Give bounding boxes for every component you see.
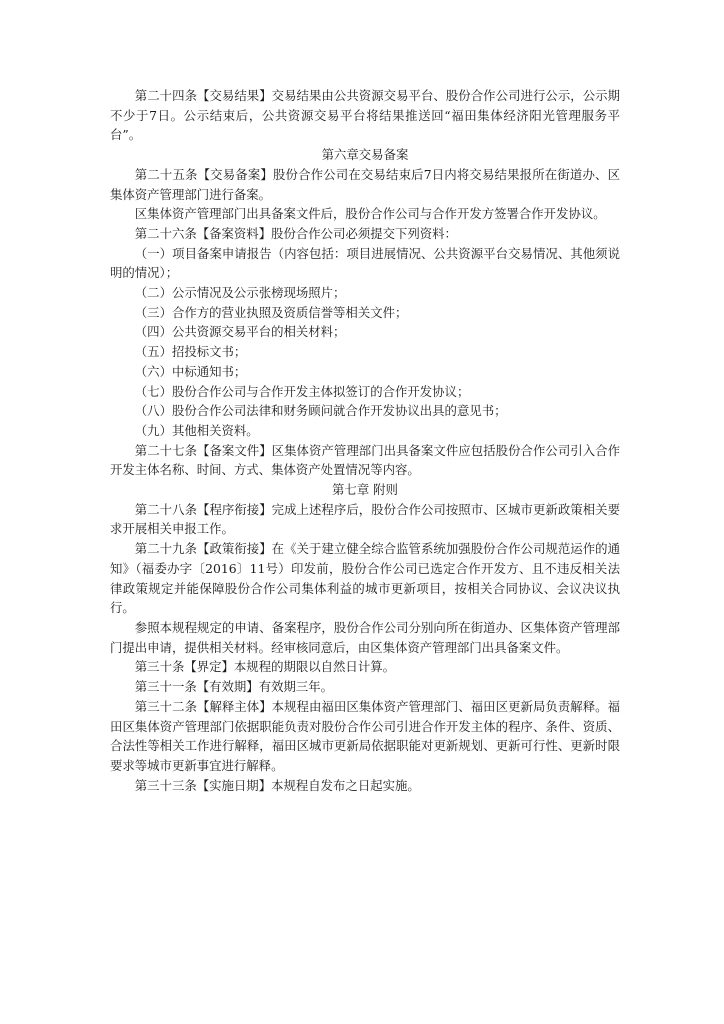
article-33: 第三十三条【实施日期】本规程自发布之日起实施。 <box>134 777 420 793</box>
article-30: 第三十条【界定】本规程的期限以自然日计算。 <box>134 659 395 675</box>
list-item: （四）公共资源交易平台的相关材料； <box>134 324 346 340</box>
list-item: （五）招投标文书； <box>134 344 247 360</box>
list-item: （八）股份合作公司法律和财务顾问就合作开发协议出具的意见书； <box>134 403 507 419</box>
list-item: （三）合作方的营业执照及资质信誉等相关文件； <box>134 304 408 320</box>
chapter-7-heading: 第七章 附则 <box>332 482 398 498</box>
article-29: 第二十九条【政策衔接】在《关于建立健全综合监管系统加强股份合作公司规范运作的通知》（福委办字〔2016〕11号）印发前，股份合作公司已选定合作开发方、且不违反相关法律政策规定并能保障股份合作公司集体利益的城市更新项目，按相关合同协议、会议决议执行。 <box>110 541 620 616</box>
article-25: 第二十五条【交易备案】股份合作公司在交易结束后7日内将交易结果报所在街道办、区集体资产管理部门进行备案。 <box>110 166 620 202</box>
article-28: 第二十八条【程序衔接】完成上述程序后，股份合作公司按照市、区城市更新政策相关要求开展相关申报工作。 <box>110 501 620 537</box>
article-27: 第二十七条【备案文件】区集体资产管理部门出具备案文件应包括股份合作公司引入合作开发主体名称、时间、方式、集体资产处置情况等内容。 <box>110 442 620 478</box>
chapter-6-heading: 第六章交易备案 <box>321 147 409 163</box>
article-31: 第三十一条【有效期】有效期三年。 <box>134 679 334 695</box>
list-item: （七）股份合作公司与合作开发主体拟签订的合作开发协议； <box>134 383 470 399</box>
article-32: 第三十二条【解释主体】本规程由福田区集体资产管理部门、福田区更新局负责解释。福田区集体资产管理部门依据职能负责对股份合作公司引进合作开发主体的程序、条件、资质、合法性等相关工作进行解释，福田区城市更新局依据职能对更新规划、更新可行性、更新时限要求等城市更新事宜进行解释。 <box>110 698 620 773</box>
article-25-paragraph-2: 区集体资产管理部门出具备案文件后，股份合作公司与合作开发方签署合作开发协议。 <box>134 206 606 222</box>
list-item: （二）公示情况及公示张榜现场照片； <box>134 285 346 301</box>
article-24: 第二十四条【交易结果】交易结果由公共资源交易平台、股份合作公司进行公示，公示期不少于7日。公示结束后，公共资源交易平台将结果推送回“福田集体经济阳光管理服务平台”。 <box>110 88 620 143</box>
list-item: （一）项目备案申请报告（内容包括：项目进展情况、公共资源平台交易情况、其他须说明的情况）； <box>110 245 620 281</box>
document-page <box>110 86 620 795</box>
article-26: 第二十六条【备案资料】股份合作公司必须提交下列资料： <box>134 225 457 241</box>
list-item: （九）其他相关资料。 <box>134 422 259 438</box>
article-29-paragraph-2: 参照本规程规定的申请、备案程序，股份合作公司分别向所在街道办、区集体资产管理部门提出申请，提供相关材料。经审核同意后，由区集体资产管理部门出具备案文件。 <box>110 619 620 655</box>
list-item: （六）中标通知书； <box>134 363 247 379</box>
